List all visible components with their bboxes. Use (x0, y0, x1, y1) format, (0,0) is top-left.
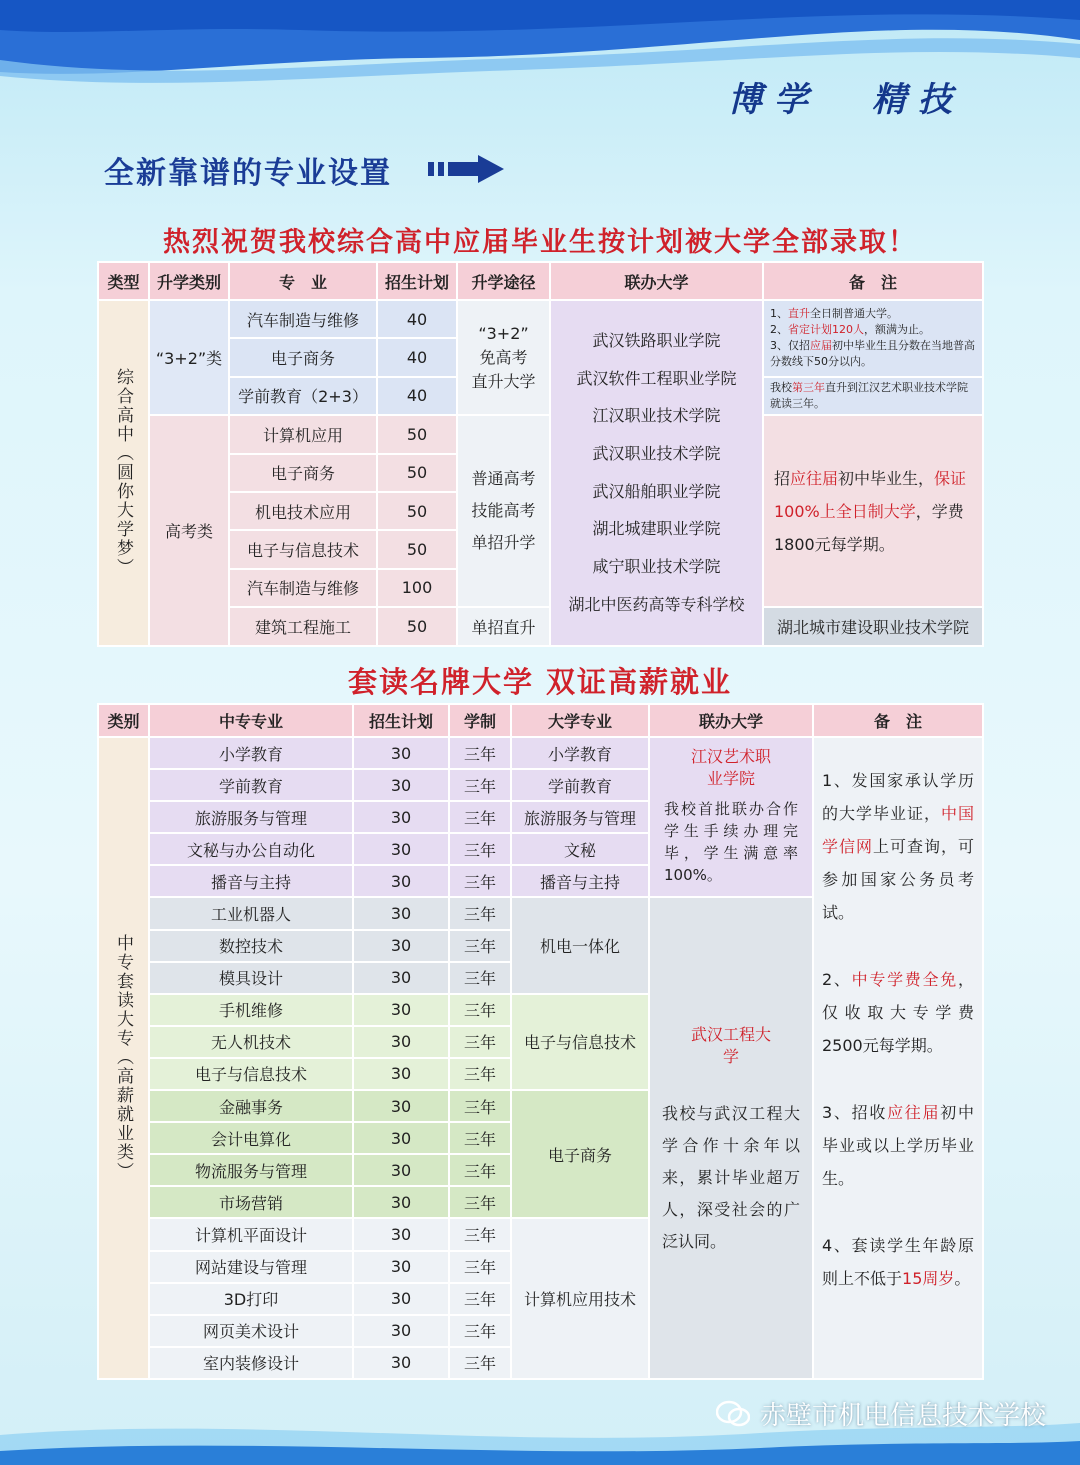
years-cell: 三年 (449, 1347, 511, 1379)
motto-left: 博 学 (728, 80, 808, 120)
major-cell: 文秘与办公自动化 (149, 833, 353, 865)
major-cell: 旅游服务与管理 (149, 801, 353, 833)
note-text: 1、直升全日制普通大学。 2、省定计划120人，额满为止。 3、仅招应届初中毕业生且分数在当地普高分数线下50分以内。 (770, 307, 975, 369)
uni-major-cell: 学前教育 (511, 769, 649, 801)
major-cell: 电子商务 (229, 454, 377, 492)
plan-cell: 50 (377, 607, 457, 645)
university-name: 江汉艺术职业学院 (691, 747, 772, 788)
plan-cell: 30 (353, 1315, 449, 1347)
university-item: 武汉铁路职业学院 (592, 330, 721, 350)
university-item: 湖北城建职业学院 (592, 519, 721, 539)
plan-cell: 30 (353, 897, 449, 929)
years-cell: 三年 (449, 1218, 511, 1250)
major-cell: 网站建设与管理 (149, 1251, 353, 1283)
plan-cell: 30 (353, 801, 449, 833)
route-line: “3+2” (478, 323, 529, 343)
uni-major-cell: 机电一体化 (511, 897, 649, 993)
plan-cell: 30 (353, 1347, 449, 1379)
route-line: 免高考 (479, 347, 528, 367)
major-cell: 计算机应用 (229, 415, 377, 453)
note-item: 3、招收应往届初中毕业或以上学历毕业生。 (822, 1103, 974, 1188)
route-gaokao (457, 415, 550, 607)
university-item: 咸宁职业技术学院 (592, 557, 721, 577)
type-cell (98, 737, 149, 1379)
major-cell: 市场营销 (149, 1186, 353, 1218)
plan-cell: 50 (377, 492, 457, 530)
plan-cell: 30 (353, 1026, 449, 1058)
plan-cell: 30 (353, 1186, 449, 1218)
university-item: 江汉职业技术学院 (592, 406, 721, 426)
uni-major-cell: 电子与信息技术 (511, 994, 649, 1090)
major-cell: 物流服务与管理 (149, 1154, 353, 1186)
note-item: 1、发国家承认学历的大学毕业证，中国学信网上可查询，可参加国家公务员考试。 (822, 771, 974, 922)
plan-cell: 30 (353, 962, 449, 994)
note-text: 招应往届初中毕业生，保证100%上全日制大学，学费1800元每学期。 (774, 468, 967, 554)
note-item: 2、中专学费全免，仅收取大专学费2500元每学期。 (822, 970, 974, 1055)
plan-cell: 40 (377, 300, 457, 338)
major-cell: 会计电算化 (149, 1122, 353, 1154)
header-university-major: 大学专业 (511, 704, 649, 737)
route-3plus2 (457, 300, 550, 415)
plan-cell: 50 (377, 415, 457, 453)
years-cell: 三年 (449, 865, 511, 897)
type-label: 综合高中（圆你大学梦） (113, 368, 133, 578)
uni-major-cell: 播音与主持 (511, 865, 649, 897)
route-direct: 单招直升 (457, 607, 550, 645)
header-university: 联办大学 (550, 262, 763, 300)
years-cell: 三年 (449, 1186, 511, 1218)
watermark-text: 赤壁市机电信息技术学校 (759, 1401, 1046, 1431)
header-major: 专 业 (229, 262, 377, 300)
major-cell: 3D打印 (149, 1283, 353, 1315)
major-cell: 室内装修设计 (149, 1347, 353, 1379)
plan-cell: 30 (353, 1251, 449, 1283)
university-item: 湖北中医药高等专科学校 (568, 594, 745, 614)
major-cell: 工业机器人 (149, 897, 353, 929)
major-cell: 建筑工程施工 (229, 607, 377, 645)
major-cell: 播音与主持 (149, 865, 353, 897)
major-cell: 汽车制造与维修 (229, 569, 377, 607)
motto-right: 精 技 (872, 80, 952, 120)
plan-cell: 30 (353, 865, 449, 897)
years-cell: 三年 (449, 962, 511, 994)
uni-major-cell: 小学教育 (511, 737, 649, 769)
years-cell: 三年 (449, 769, 511, 801)
section-title: 全新靠谱的专业设置 (104, 156, 392, 191)
header-notes: 备 注 (813, 704, 983, 737)
type-cell (98, 300, 149, 646)
years-cell: 三年 (449, 930, 511, 962)
years-cell: 三年 (449, 737, 511, 769)
major-cell: 学前教育（2+3） (229, 377, 377, 415)
major-cell: 学前教育 (149, 769, 353, 801)
university-jianghan-art (649, 737, 813, 897)
major-cell: 手机维修 (149, 994, 353, 1026)
category-3plus2: “3+2”类 (149, 300, 229, 415)
note-item: 4、套读学生年龄原则上不低于15周岁。 (822, 1236, 974, 1288)
headline-congrats: 热烈祝贺我校综合高中应届毕业生按计划被大学全部录取！ (163, 227, 917, 258)
university-item: 武汉船舶职业学院 (592, 481, 721, 501)
partner-universities (550, 300, 763, 646)
university-name: 武汉工程大学 (691, 1025, 772, 1067)
uni-major-cell: 旅游服务与管理 (511, 801, 649, 833)
uni-major-cell: 电子商务 (511, 1090, 649, 1218)
header-university: 联办大学 (649, 704, 813, 737)
years-cell: 三年 (449, 1026, 511, 1058)
note-direct-admission (763, 300, 983, 377)
uni-major-cell: 计算机应用技术 (511, 1218, 649, 1378)
note-third-year (763, 377, 983, 415)
plan-cell: 30 (353, 1283, 449, 1315)
university-item: 武汉职业技术学院 (592, 444, 721, 464)
major-cell: 小学教育 (149, 737, 353, 769)
route-line: 单招升学 (471, 533, 536, 553)
category-gaokao: 高考类 (149, 415, 229, 645)
note-text: 我校第三年直升到江汉艺术职业技术学院就读三年。 (770, 380, 968, 410)
university-wuhan-engineering (649, 897, 813, 1378)
major-cell: 模具设计 (149, 962, 353, 994)
plan-cell: 30 (353, 994, 449, 1026)
uni-major-cell: 文秘 (511, 833, 649, 865)
table-secondary-to-college (97, 703, 984, 1380)
header-type: 类别 (98, 704, 149, 737)
headline-dual-certificate: 套读名牌大学 双证高薪就业 (347, 665, 733, 699)
years-cell: 三年 (449, 1315, 511, 1347)
years-cell: 三年 (449, 994, 511, 1026)
plan-cell: 30 (353, 769, 449, 801)
major-cell: 数控技术 (149, 930, 353, 962)
header-years: 学制 (449, 704, 511, 737)
header-type: 类型 (98, 262, 149, 300)
major-cell: 汽车制造与维修 (229, 300, 377, 338)
note-enrollment (763, 415, 983, 607)
plan-cell: 50 (377, 530, 457, 568)
arrow-right-icon (428, 155, 508, 183)
header-major: 中专专业 (149, 704, 353, 737)
plan-cell: 30 (353, 737, 449, 769)
years-cell: 三年 (449, 833, 511, 865)
watermark (716, 1395, 1046, 1432)
wechat-icon (716, 1400, 750, 1428)
header-category: 升学类别 (149, 262, 229, 300)
major-cell: 计算机平面设计 (149, 1218, 353, 1250)
header-plan: 招生计划 (377, 262, 457, 300)
header-notes: 备 注 (763, 262, 983, 300)
notes-cell (813, 737, 983, 1379)
university-desc: 我校首批联办合作学生手续办理完毕，学生满意率100%。 (664, 800, 798, 884)
plan-cell: 30 (353, 1154, 449, 1186)
plan-cell: 30 (353, 1058, 449, 1090)
years-cell: 三年 (449, 1090, 511, 1122)
plan-cell: 40 (377, 338, 457, 376)
plan-cell: 30 (353, 930, 449, 962)
type-label: 中专套读大专（高薪就业类） (113, 934, 133, 1182)
plan-cell: 30 (353, 1090, 449, 1122)
university-desc: 我校与武汉工程大学合作十余年以来，累计毕业超万人，深受社会的广泛认同。 (662, 1104, 800, 1252)
plan-cell: 30 (353, 1122, 449, 1154)
note-hubei-urban: 湖北城市建设职业技术学院 (763, 607, 983, 645)
plan-cell: 50 (377, 454, 457, 492)
major-cell: 无人机技术 (149, 1026, 353, 1058)
plan-cell: 30 (353, 1218, 449, 1250)
major-cell: 电子与信息技术 (229, 530, 377, 568)
header-route: 升学途径 (457, 262, 550, 300)
years-cell: 三年 (449, 1154, 511, 1186)
years-cell: 三年 (449, 1251, 511, 1283)
years-cell: 三年 (449, 1058, 511, 1090)
table-comprehensive-high-school (97, 261, 984, 647)
route-line: 技能高考 (471, 501, 536, 521)
plan-cell: 30 (353, 833, 449, 865)
university-item: 武汉软件工程职业学院 (576, 368, 737, 388)
header-plan: 招生计划 (353, 704, 449, 737)
years-cell: 三年 (449, 1283, 511, 1315)
major-cell: 电子商务 (229, 338, 377, 376)
major-cell: 网页美术设计 (149, 1315, 353, 1347)
major-cell: 机电技术应用 (229, 492, 377, 530)
major-cell: 金融事务 (149, 1090, 353, 1122)
years-cell: 三年 (449, 897, 511, 929)
major-cell: 电子与信息技术 (149, 1058, 353, 1090)
route-line: 普通高考 (471, 469, 536, 489)
route-line: 直升大学 (471, 371, 536, 391)
years-cell: 三年 (449, 1122, 511, 1154)
years-cell: 三年 (449, 801, 511, 833)
plan-cell: 40 (377, 377, 457, 415)
plan-cell: 100 (377, 569, 457, 607)
